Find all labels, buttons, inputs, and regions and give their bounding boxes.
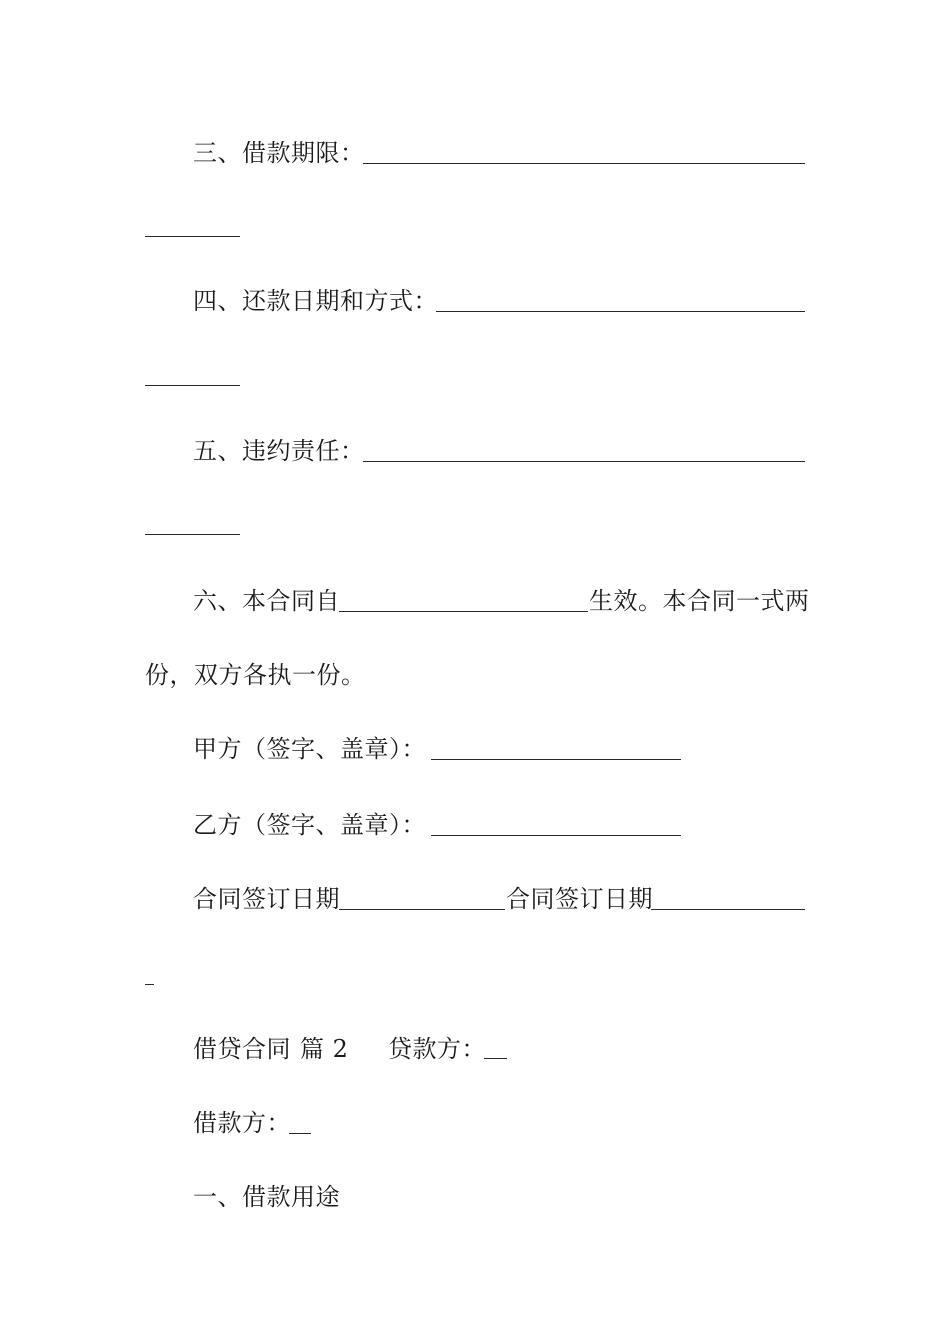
breach-liability-label: 五、违约责任： [193,437,365,465]
party-a-label: 甲方（签字、盖章）： [193,735,426,763]
contract-2-heading: 借贷合同 [193,1035,291,1063]
repayment-label: 四、还款日期和方式： [193,287,438,315]
party-a-signature-blank [431,759,681,760]
sign-date-blank-2 [651,909,805,910]
borrower-blank [289,1133,311,1134]
effective-clause-suffix: 生效。本合同一式两 [589,587,810,615]
sign-date-label-2: 合同签订日期 [506,885,653,913]
lender-label: 贷款方： [388,1035,486,1063]
effective-date-blank [339,611,588,612]
breach-liability-blank-continued [145,534,240,535]
repayment-blank-continued [145,385,240,386]
repayment-blank [436,311,805,312]
borrower-label: 借款方： [193,1109,291,1137]
contract-2-part: 篇 2 [300,1035,349,1063]
breach-liability-blank [363,461,805,462]
party-b-signature-blank [431,835,681,836]
effective-clause-prefix: 六、本合同自 [193,587,340,615]
party-b-label: 乙方（签字、盖章）： [193,811,426,839]
sign-date-label-1: 合同签订日期 [193,885,340,913]
loan-term-blank-continued [145,236,240,237]
loan-term-label: 三、借款期限： [193,139,365,167]
sign-date-blank-1 [339,909,505,910]
copies-clause: 份，双方各执一份。 [145,661,366,689]
loan-term-blank [363,163,805,164]
lender-blank [484,1058,507,1059]
sign-date-blank-2-continued [145,984,154,985]
loan-purpose-heading: 一、借款用途 [193,1183,340,1211]
